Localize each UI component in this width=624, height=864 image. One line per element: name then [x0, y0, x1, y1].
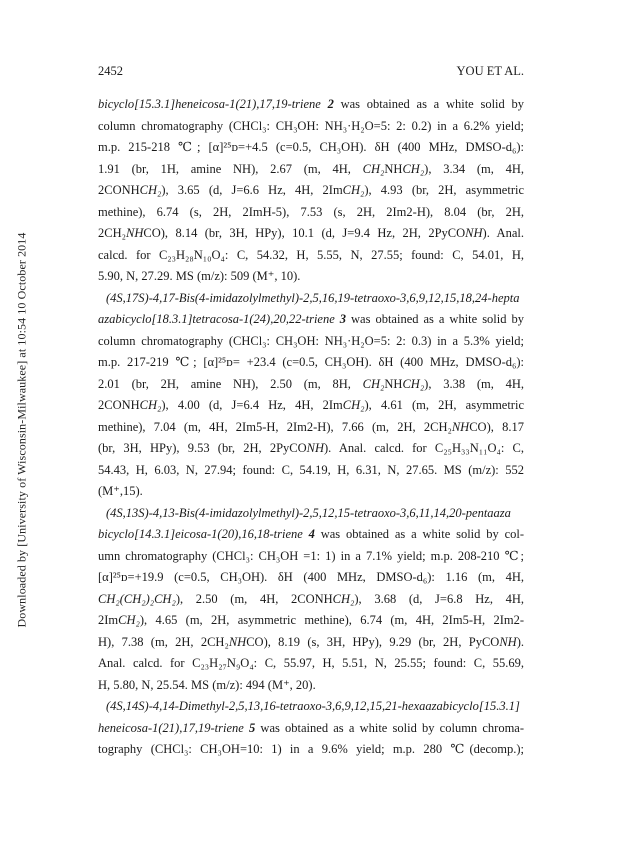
text-line: [98, 374, 524, 396]
text-run: ), 4.61 (m, 2H, asymmetric: [364, 398, 524, 412]
text-run: ), 4.00 (d, J=6.4 Hz, 4H, 2Im: [161, 398, 343, 412]
italic-text: (4S,14S)-4,14-Dimethyl-2,5,13,16-tetraoxo-3,6,9,12,15,21-hexaazabicyclo[15.3.1]: [106, 699, 520, 713]
text-run: 2CONH: [98, 398, 140, 412]
text-run: umn chromatography (CHCl₃: CH₃OH =1: 1) in a 7.1% yield; m.p. 208-210 ℃;: [98, 548, 524, 563]
text-run: NH: [384, 161, 403, 176]
text-run: ), 3.34 (m, 4H,: [424, 161, 525, 176]
text-run: H, 5.80, N, 25.54. MS (m/z): 494 (M⁺, 20).: [98, 677, 316, 692]
text-line: [98, 331, 524, 353]
text-line: [98, 245, 524, 267]
text-line: [98, 352, 524, 374]
text-line: [98, 438, 524, 460]
text-run: 5.90, N, 27.29. MS (m/z): 509 (M⁺, 10).: [98, 269, 301, 283]
text-run: CO), 8.14 (br, 3H, HPy), 10.1 (d, J=9.4 Hz, 2H, 2PyCO: [143, 226, 466, 240]
text-run: ). Anal. calcd. for C₂₅H₃₃N₁₁O₄: C,: [324, 441, 524, 455]
text-run: column chromatography (CHCl₃: CH₃OH: NH₃·H₂O=5: 2: 0.2) in a 6.2% yield;: [98, 118, 524, 133]
text-line: [98, 116, 524, 138]
italic-text: CH₂: [118, 613, 140, 627]
text-run: m.p. 217-219 ℃; [α]²⁵ᴅ= +23.4 (c=0.5, CH₃OH). δH (400 MHz, DMSO-d₆):: [98, 355, 524, 369]
download-sidebar: [0, 0, 40, 864]
text-run: (br, 3H, HPy), 9.53 (br, 2H, 2PyCO: [98, 441, 307, 455]
italic-text: NH: [228, 634, 247, 649]
italic-text: CH₂: [402, 376, 425, 391]
text-run: 1.91 (br, 1H, amine NH), 2.67 (m, 4H,: [98, 161, 363, 176]
text-run: calcd. for C₂₃H₂₈N₁₀O₄: C, 54.32, H, 5.55, N, 27.55; found: C, 54.01, H,: [98, 247, 524, 262]
text-line: [98, 503, 524, 525]
italic-text: (4S,17S)-4,17-Bis(4-imidazolylmethyl)-2,5,16,19-tetraoxo-3,6,9,12,15,18,24-hepta: [106, 290, 520, 305]
italic-text: NH: [465, 226, 483, 240]
text-line: [98, 653, 524, 675]
italic-text: CH₂: [362, 376, 385, 391]
compound-number: 4: [308, 527, 315, 541]
italic-text: CH₂: [342, 183, 365, 197]
text-run: ), 2.50 (m, 4H, 2CONH: [175, 591, 333, 606]
text-run: 2.01 (br, 2H, amine NH), 2.50 (m, 8H,: [98, 376, 363, 391]
italic-text: CH₂: [402, 161, 425, 176]
text-line: [98, 266, 524, 288]
text-run: was obtained as a white solid by: [346, 312, 524, 326]
text-line: [98, 524, 524, 546]
text-run: NH: [384, 376, 403, 391]
text-run: 54.43, H, 6.03, N, 27.94; found: C, 54.19, H, 6.31, N, 27.65. MS (m/z): 552: [98, 462, 524, 477]
text-run: was obtained as a white solid by: [333, 97, 524, 111]
text-run: column chromatography (CHCl₃: CH₃OH: NH₃·H₂O=5: 2: 0.3) in a 5.3% yield;: [98, 333, 524, 348]
text-line: [98, 309, 524, 331]
text-line: [98, 739, 524, 761]
text-run: Anal. calcd. for C₂₃H₂₇N₉O₄: C, 55.97, H, 5.51, N, 25.55; found: C, 55.69,: [98, 656, 524, 670]
text-run: ), 3.38 (m, 4H,: [424, 376, 525, 391]
text-line: [98, 481, 524, 503]
italic-text: CH₂: [362, 161, 385, 176]
compound-number: 2: [327, 97, 334, 111]
text-line: [98, 718, 524, 740]
text-run: 2CH₂: [98, 226, 126, 240]
text-line: [98, 223, 524, 245]
text-line: [98, 395, 524, 417]
italic-text: bicyclo[15.3.1]heneicosa-1(21),17,19-triene: [98, 97, 321, 111]
text-line: [98, 589, 524, 611]
text-run: ). Anal.: [482, 226, 524, 240]
download-note: Downloaded by [University of Wisconsin-Milwaukee] at 10:54 10 October 2014: [14, 232, 29, 628]
text-run: ), 4.93 (br, 2H, asymmetric: [364, 183, 524, 197]
page-number: 2452: [98, 64, 123, 78]
text-line: [98, 417, 524, 439]
text-line: [98, 202, 524, 224]
text-run: was obtained as a white solid by column chroma-: [255, 720, 524, 735]
text-line: [98, 137, 524, 159]
compound-number: 5: [248, 720, 256, 735]
text-line: [98, 288, 524, 310]
italic-text: NH: [499, 634, 517, 649]
italic-text: CH₂: [139, 183, 162, 197]
text-line: [98, 632, 524, 654]
running-head: YOU ET AL.: [456, 64, 524, 78]
italic-text: CH₂(CH₂)₂CH₂: [98, 591, 176, 606]
text-run: (M⁺,15).: [98, 484, 143, 498]
italic-text: NH: [451, 419, 470, 434]
italic-text: NH: [306, 441, 325, 455]
text-run: ), 3.68 (d, J=6.8 Hz, 4H,: [354, 591, 524, 606]
italic-text: CH₂: [332, 591, 355, 606]
text-line: [98, 675, 524, 697]
italic-text: CH₂: [342, 398, 365, 412]
page-header: [98, 64, 524, 84]
italic-text: CH₂: [139, 398, 162, 412]
text-run: [α]²⁵ᴅ=+19.9 (c=0.5, CH₃OH). δH (400 MHz, DMSO-d₆): 1.16 (m, 4H,: [98, 570, 524, 584]
text-line: [98, 180, 524, 202]
body-text: [98, 94, 524, 761]
text-run: CO), 8.19 (s, 3H, HPy), 9.29 (br, 2H, PyCO: [246, 634, 500, 649]
italic-text: heneicosa-1(21),17,19-triene: [98, 720, 244, 735]
italic-text: bicyclo[14.3.1]eicosa-1(20),16,18-triene: [98, 527, 303, 541]
text-run: 2CONH: [98, 183, 140, 197]
text-run: m.p. 215-218 ℃; [α]²⁵ᴅ=+4.5 (c=0.5, CH₃OH). δH (400 MHz, DMSO-d₆):: [98, 140, 524, 154]
text-line: [98, 696, 524, 718]
text-run: tography (CHCl₃: CH₃OH=10: 1) in a 9.6% yield; m.p. 280 ℃(decomp.);: [98, 742, 524, 756]
text-line: [98, 546, 524, 568]
text-line: [98, 460, 524, 482]
text-line: [98, 159, 524, 181]
text-run: was obtained as a white solid by col-: [314, 527, 525, 541]
italic-text: azabicyclo[18.3.1]tetracosa-1(24),20,22-triene: [98, 312, 335, 326]
italic-text: NH: [125, 226, 144, 240]
text-run: 2Im: [98, 613, 119, 627]
text-run: methine), 7.04 (m, 4H, 2Im5-H, 2Im2-H), 7.66 (m, 2H, 2CH₂: [98, 419, 452, 434]
compound-number: 3: [339, 312, 347, 326]
text-line: [98, 610, 524, 632]
text-run: H), 7.38 (m, 2H, 2CH₂: [98, 634, 229, 649]
text-run: ), 3.65 (d, J=6.6 Hz, 4H, 2Im: [161, 183, 343, 197]
text-run: CO), 8.17: [469, 419, 524, 434]
italic-text: (4S,13S)-4,13-Bis(4-imidazolylmethyl)-2,5,12,15-tetraoxo-3,6,11,14,20-pentaaza: [106, 505, 511, 520]
text-run: ), 4.65 (m, 2H, asymmetric methine), 6.74 (m, 4H, 2Im5-H, 2Im2-: [139, 613, 524, 627]
text-run: methine), 6.74 (s, 2H, 2ImH-5), 7.53 (s, 2H, 2Im2-H), 8.04 (br, 2H,: [98, 204, 524, 219]
text-line: [98, 94, 524, 116]
text-run: ).: [516, 634, 524, 649]
text-line: [98, 567, 524, 589]
text-run: [321, 97, 328, 111]
